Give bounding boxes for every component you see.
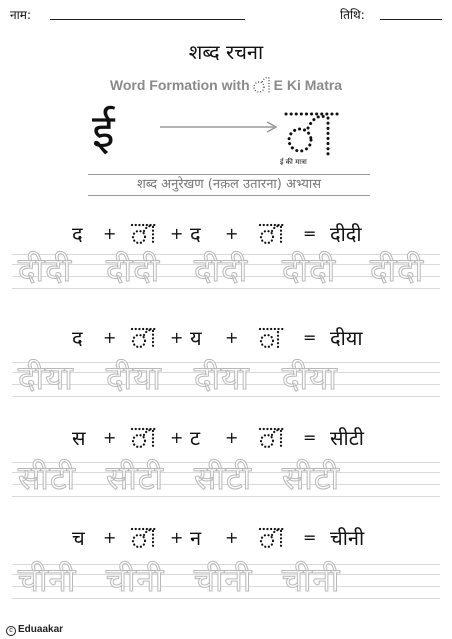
- plus-sign: +: [170, 224, 184, 243]
- date-label: तिथि:: [340, 8, 365, 22]
- trace-words: [18, 458, 440, 500]
- consonant-1: द: [72, 222, 83, 246]
- header-row: [10, 6, 442, 24]
- plus-sign: +: [225, 328, 239, 347]
- equation-row: [0, 522, 452, 554]
- trace-word: चीनी: [106, 560, 165, 599]
- trace-word: दीया: [18, 358, 74, 397]
- trace-word: दीया: [194, 358, 250, 397]
- trace-word: दीया: [106, 358, 162, 397]
- tracing-area[interactable]: [12, 458, 440, 500]
- dotted-matra-icon: [250, 74, 274, 94]
- equation-row: [0, 218, 452, 250]
- brand-name: Eduaakar: [18, 624, 64, 635]
- page-subtitle: [0, 74, 452, 94]
- tracing-area[interactable]: [12, 560, 440, 602]
- copyright-icon: c: [6, 626, 16, 636]
- equation-row: [0, 322, 452, 354]
- trace-word: चीनी: [282, 560, 341, 599]
- equals-sign: =: [303, 224, 317, 243]
- consonant-2: ट: [190, 426, 201, 450]
- result-word: दीदी: [330, 222, 362, 246]
- footer: [6, 624, 63, 636]
- consonant-2: द: [190, 222, 201, 246]
- trace-word: सीटी: [18, 458, 77, 497]
- plus-sign: +: [225, 224, 239, 243]
- result-word: दीया: [330, 326, 363, 350]
- result-word: सीटी: [330, 426, 364, 450]
- vowel-letter: ई: [92, 104, 115, 158]
- consonant-2: य: [190, 326, 202, 350]
- tracing-area[interactable]: [12, 358, 440, 400]
- trace-word: सीटी: [106, 458, 165, 497]
- dotted-matra-icon: [130, 222, 158, 246]
- dotted-matra-icon: [258, 326, 286, 350]
- name-underline[interactable]: [50, 19, 245, 20]
- dotted-matra-large-icon: [282, 108, 342, 158]
- trace-words: [18, 250, 440, 292]
- consonant-1: द: [72, 326, 83, 350]
- plus-sign: +: [170, 428, 184, 447]
- trace-word: दीदी: [370, 250, 425, 289]
- arrow-right-icon: [160, 121, 280, 133]
- dotted-matra-icon: [130, 326, 158, 350]
- plus-sign: +: [103, 224, 117, 243]
- trace-word: चीनी: [194, 560, 253, 599]
- dotted-matra-icon: [130, 426, 158, 450]
- tracing-area[interactable]: [12, 250, 440, 292]
- plus-sign: +: [170, 528, 184, 547]
- plus-sign: +: [103, 328, 117, 347]
- plus-sign: +: [103, 428, 117, 447]
- trace-words: [18, 560, 440, 602]
- consonant-1: च: [72, 526, 85, 550]
- result-word: चीनी: [330, 526, 365, 550]
- dotted-matra-icon: [258, 526, 286, 550]
- page-title: शब्द रचना: [188, 40, 264, 64]
- subtitle-prefix: Word Formation with: [109, 77, 250, 93]
- plus-sign: +: [103, 528, 117, 547]
- date-underline[interactable]: [380, 19, 442, 20]
- equals-sign: =: [303, 328, 317, 347]
- trace-word: दीदी: [194, 250, 249, 289]
- section-heading: शब्द अनुरेखण (नक़ल उतारना) अभ्यास: [88, 174, 370, 196]
- subtitle-suffix: E Ki Matra: [273, 77, 343, 93]
- trace-words: [18, 358, 440, 400]
- consonant-1: स: [72, 426, 86, 450]
- name-label: नाम:: [10, 8, 31, 22]
- trace-word: दीदी: [282, 250, 337, 289]
- plus-sign: +: [170, 328, 184, 347]
- plus-sign: +: [225, 528, 239, 547]
- equals-sign: =: [303, 528, 317, 547]
- trace-word: सीटी: [282, 458, 341, 497]
- equation-row: [0, 422, 452, 454]
- dotted-matra-icon: [130, 526, 158, 550]
- trace-word: चीनी: [18, 560, 77, 599]
- dotted-matra-icon: [258, 426, 286, 450]
- trace-word: दीदी: [106, 250, 161, 289]
- equals-sign: =: [303, 428, 317, 447]
- trace-word: सीटी: [194, 458, 253, 497]
- consonant-2: न: [190, 526, 202, 550]
- dotted-matra-icon: [258, 222, 286, 246]
- plus-sign: +: [225, 428, 239, 447]
- trace-word: दीया: [282, 358, 338, 397]
- matra-caption: ई की मात्रा: [280, 158, 307, 166]
- trace-word: दीदी: [18, 250, 73, 289]
